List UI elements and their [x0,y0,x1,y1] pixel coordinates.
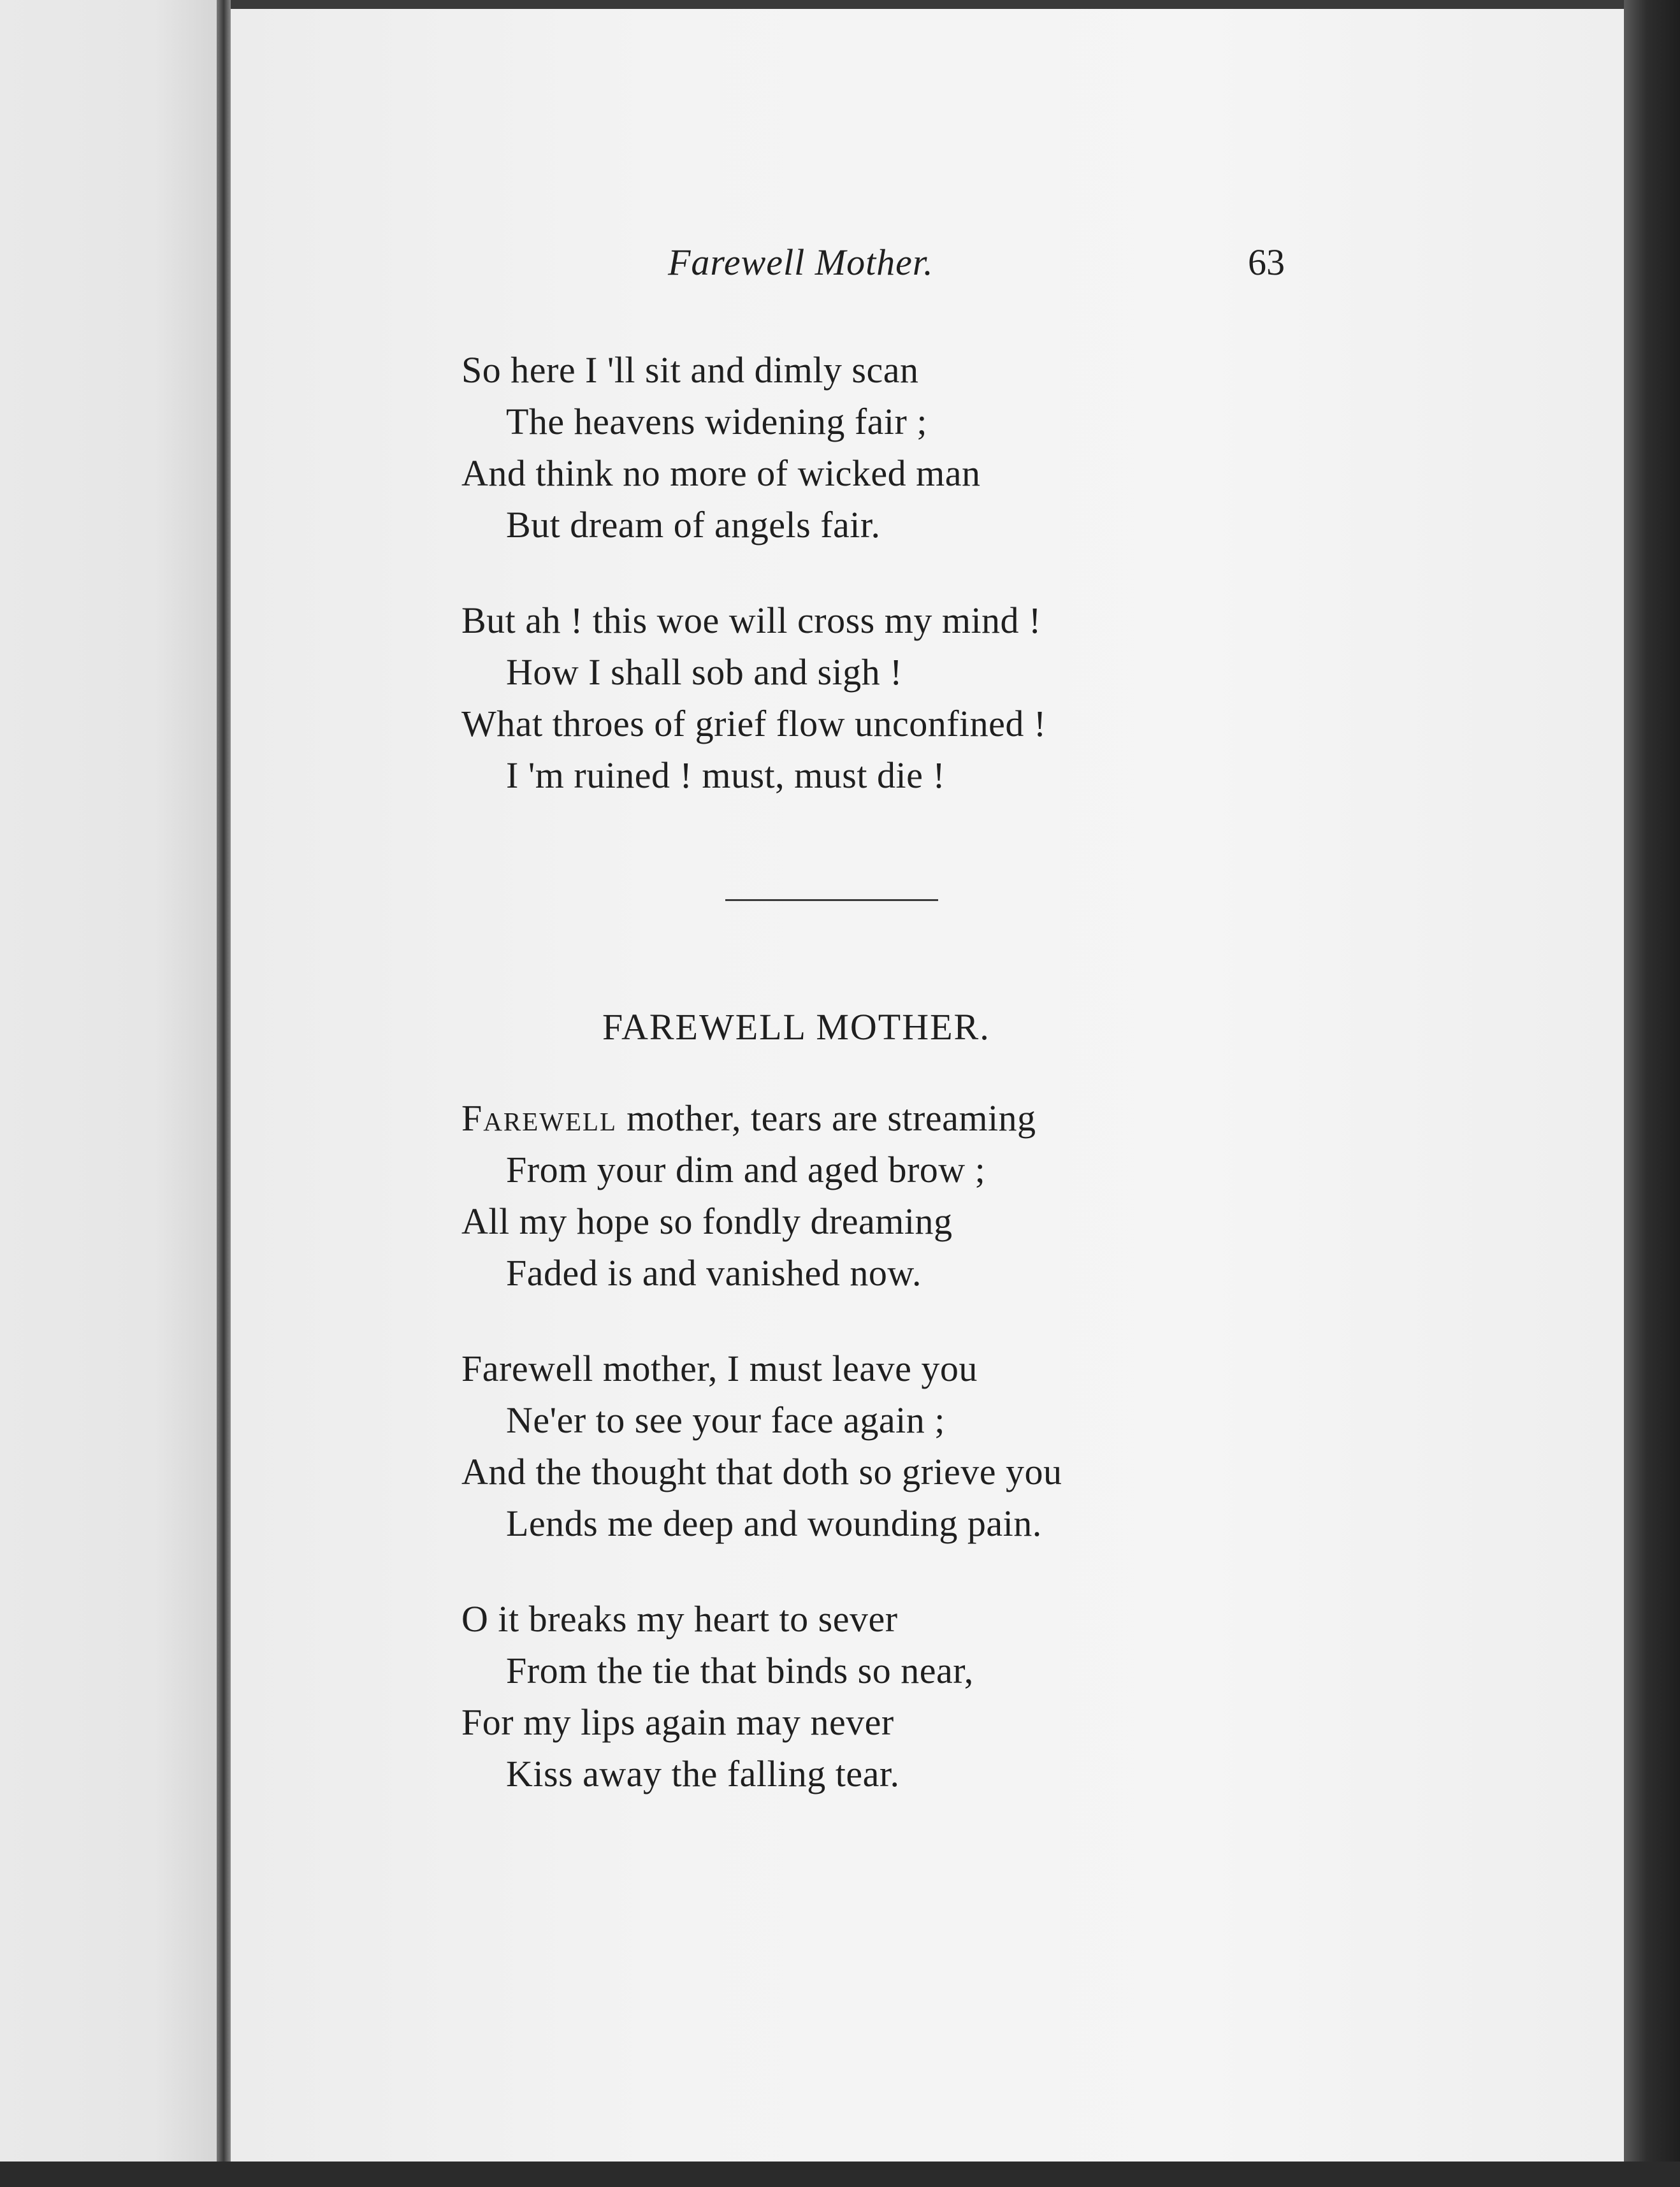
verse-line: Kiss away the falling tear. [506,1753,900,1794]
poem-title: FAREWELL MOTHER. [602,1006,990,1048]
poem-stanza [461,1092,1036,1299]
verse-line: Farewell mother, I must leave you [461,1348,978,1389]
verse-line: I 'm ruined ! must, must die ! [506,754,946,796]
top-page-edge [231,0,1624,9]
preceding-poem-stanza [461,595,1046,801]
preceding-poem-stanza [461,344,980,551]
verse-line: All my hope so fondly dreaming [461,1201,953,1242]
page [231,9,1624,2162]
page-number: 63 [1248,242,1285,283]
poem-stanza [461,1593,974,1800]
verse-line: Ne'er to see your face again ; [506,1399,945,1441]
first-line-rest: mother, tears are streaming [617,1097,1036,1139]
right-page-edge [1624,0,1680,2187]
verse-line: How I shall sob and sigh ! [506,651,902,693]
verse-line: Faded is and vanished now. [506,1252,922,1294]
opening-word: Farewell [461,1097,618,1139]
verse-line: For my lips again may never [461,1701,894,1743]
poem-stanza [461,1343,1062,1549]
verse-line: The heavens widening fair ; [506,401,927,442]
verse-line: But dream of angels fair. [506,504,881,545]
section-divider [725,899,938,901]
verse-line: And the thought that doth so grieve you [461,1451,1062,1492]
verse-line: Lends me deep and wounding pain. [506,1503,1042,1544]
left-facing-page [0,0,221,2162]
verse-line: But ah ! this woe will cross my mind ! [461,600,1041,641]
verse-line: From your dim and aged brow ; [506,1149,986,1190]
book-gutter [217,0,231,2162]
verse-line: So here I 'll sit and dimly scan [461,349,919,391]
verse-line: From the tie that binds so near, [506,1650,974,1691]
verse-line: O it breaks my heart to sever [461,1598,898,1640]
verse-line: What throes of grief flow unconfined ! [461,703,1046,744]
verse-line: And think no more of wicked man [461,452,981,494]
first-verse-line [461,1092,1036,1144]
bottom-page-edge [0,2162,1680,2187]
running-head: Farewell Mother. [668,242,934,283]
